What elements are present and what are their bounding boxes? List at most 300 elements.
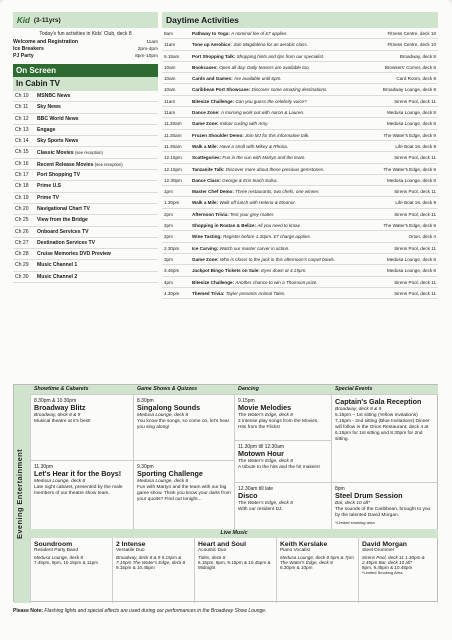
live-act-venue: Broadway, deck 8 & 9 5.15pm & 7.15pm The Water's Edge, deck 8 — [116, 555, 186, 565]
event-desc: Fun with Martyn and the team with our big game show. Think you know your darts from your quoits? Find out tonight... — [137, 484, 231, 502]
daytime-row — [162, 243, 438, 254]
activity-location: Fitness Centre, deck 10 — [387, 42, 436, 48]
channel-name-text: Prime TV — [37, 194, 60, 201]
activity-title: Caribbean Port Showcase: — [192, 87, 251, 93]
activity-title: Bookcases: — [192, 64, 218, 70]
activity-time: 10am — [164, 64, 176, 70]
channel-name-text: View from the Bridge — [37, 217, 88, 224]
activity-title: Bitesize Challenge: — [192, 279, 235, 285]
activity-event — [192, 231, 356, 241]
daytime-row — [162, 73, 438, 84]
activity-location: The Water's Edge, deck 9 — [383, 132, 436, 138]
footer-note-text: Flashing lights and special effects are used during our performances in the Broadway Show Lounge. — [44, 608, 267, 614]
daytime-row — [162, 28, 438, 39]
channel-row — [13, 125, 158, 136]
activity-time: 1pm — [164, 189, 173, 195]
event-venue: The Water's Edge, deck 8 — [238, 412, 293, 418]
kids-activity-name: Ice Breakers — [13, 46, 44, 52]
daytime-row — [162, 220, 438, 231]
daytime-row — [162, 51, 438, 62]
activity-location: Browsers' Corner, deck 8 — [384, 64, 436, 70]
activity-time: 11.30am — [164, 121, 182, 127]
channel-row — [13, 159, 158, 170]
kids-activity-time: 8pm-10pm — [135, 54, 158, 59]
event-title: Steel Drum Session — [335, 491, 403, 500]
activity-location: Sirens Pool, deck 11 — [394, 290, 436, 296]
live-act-times: 7.45pm, 9pm, 10.15pm & 11pm — [34, 560, 99, 565]
channel-name-text: Cruise Memories DVD Preview — [37, 251, 111, 258]
channel-list — [13, 91, 158, 283]
channel-row — [13, 114, 158, 125]
event-time: 8.30pm & 10.30pm — [34, 398, 77, 404]
evening-side-label: Evening Entertainment — [15, 448, 24, 540]
channel-name-text: Music Channel 1 — [37, 262, 78, 269]
channel-name-text: Destination Services TV — [37, 239, 96, 246]
channel-number: Ch 10 — [15, 93, 29, 99]
right-column — [162, 12, 438, 299]
event-desc: Musical theatre at it's best! — [34, 418, 91, 424]
footer-note-label: Please Note: — [13, 608, 44, 614]
kids-activity-name: Welcome and Registration — [13, 39, 79, 45]
activity-event — [192, 107, 356, 117]
channel-name-text: Recent Release Movies — [37, 161, 94, 168]
daytime-row — [162, 175, 438, 186]
activity-location: Sirens Pool, deck 11 — [394, 245, 436, 251]
activity-location: Life Boat 16, deck 9 — [395, 143, 436, 149]
activity-event — [192, 118, 356, 128]
channel-name — [37, 181, 61, 191]
activity-time: 11am — [164, 42, 176, 48]
footer-note — [13, 608, 266, 614]
activity-time: 2pm — [164, 211, 173, 217]
channel-name-text: Navigational Chart TV — [37, 205, 90, 212]
activity-time: 8am — [164, 31, 173, 36]
activity-event — [192, 197, 356, 207]
live-music-header: Live Music — [30, 529, 438, 538]
channel-number: Ch 12 — [15, 115, 29, 122]
activity-desc: Indoor curling with Amy. — [219, 121, 269, 127]
live-act-role: Resident Party Band — [34, 548, 78, 553]
daytime-row — [162, 265, 438, 276]
activity-event — [192, 51, 356, 61]
channel-number: Ch 13 — [15, 126, 29, 133]
activity-desc: Another chance to win a Thomson prize. — [235, 279, 318, 285]
activity-title: Cards and Games: — [192, 76, 233, 82]
activity-desc: All you need to know. — [257, 223, 301, 229]
channel-note: (see reception) — [94, 161, 123, 167]
kids-activity-row — [13, 46, 158, 53]
channel-name-text: Engage — [37, 126, 56, 133]
channel-row — [13, 249, 158, 260]
event-desc: 5.15pm – 1st sitting (Yellow Invitations) 7.15pm - 2nd sitting (Blue Invitations) Dinner will follow in the Orion Restaurant, deck 4 at 6.15pm for 1st sitting and 8.30pm for 2nd sitting. — [335, 412, 430, 442]
activity-desc: Walk off lunch with Helena & Eleanor. — [219, 200, 297, 206]
channel-number: Ch 18 — [15, 183, 29, 190]
event-title: Motown Hour — [238, 449, 284, 458]
live-act-name: Keith Kerslake — [280, 541, 328, 548]
event-desc: The sounds of the Caribbean, brought to you by the talented David Morgan. — [335, 506, 431, 518]
daytime-row — [162, 254, 438, 265]
activity-desc: Are available until 6pm. — [233, 76, 282, 82]
daytime-row — [162, 197, 438, 208]
event-venue: Medusa Lounge, deck 8 — [34, 478, 86, 484]
event-lets-hear-it — [30, 460, 133, 529]
activity-desc: Watch our master carver in action. — [219, 245, 290, 251]
event-title: Broadway Blitz — [34, 403, 86, 412]
activity-event — [192, 254, 356, 264]
channel-name — [37, 193, 59, 203]
activity-event — [192, 209, 356, 219]
kids-activity-list — [13, 39, 158, 60]
activity-title: Game Zone: — [192, 121, 219, 127]
daytime-row — [162, 39, 438, 50]
channel-name-text: Onboard Services TV — [37, 228, 89, 235]
channel-row — [13, 147, 158, 158]
event-captains-gala — [331, 394, 438, 482]
activity-location: Life Boat 16, deck 9 — [395, 200, 436, 206]
event-venue: Broadway, deck 8 & 9 — [34, 412, 81, 418]
live-act-times: 8.30pm & 10pm — [280, 565, 313, 570]
live-act-name: Soundroom — [34, 541, 73, 548]
activity-title: Dance Zone: — [192, 110, 220, 116]
activity-location: Medusa Lounge, deck 8 — [386, 121, 436, 127]
category-dancing: Dancing — [234, 385, 331, 394]
channel-name — [37, 249, 111, 259]
activity-event — [192, 96, 356, 106]
channel-name — [37, 260, 77, 270]
activity-location: Broadway, deck 8 — [399, 53, 436, 59]
live-act-times: 9.15pm & 10.45pm — [116, 565, 155, 570]
activity-time: 1.30pm — [164, 200, 180, 206]
daytime-row — [162, 164, 438, 175]
event-desc: You know the songs, so come on, let's hear you sing along! — [137, 418, 230, 430]
event-title: Singalong Sounds — [137, 403, 201, 412]
live-act-name: 2 Intense — [116, 541, 146, 548]
activity-title: Jackpot Bingo Tickets on Sale: — [192, 268, 260, 274]
channel-number: Ch 27 — [15, 239, 29, 246]
live-act — [30, 538, 112, 603]
live-act — [112, 538, 194, 603]
channel-row — [13, 181, 158, 192]
daytime-activity-list — [162, 28, 438, 299]
channel-row — [13, 260, 158, 271]
channel-row — [13, 91, 158, 102]
channel-name — [37, 170, 80, 180]
live-act-venue: Medusa Lounge, deck 8 5pm & 7pm The Water's Edge, deck 8 — [280, 555, 354, 565]
channel-number: Ch 25 — [15, 217, 29, 224]
activity-desc: Register before 1.30pm. £7 charge applies. — [223, 234, 312, 240]
category-games: Game Shows & Quizzes — [133, 385, 234, 394]
activity-time: 12.15pm — [164, 155, 182, 161]
channel-name — [37, 272, 77, 282]
daytime-row — [162, 118, 438, 129]
activity-time: 3.45pm — [164, 268, 180, 274]
event-title: Let's Hear it for the Boys! — [34, 469, 122, 478]
activity-title: Master Chef Demo: — [192, 189, 234, 195]
channel-name — [37, 125, 55, 135]
left-column — [13, 12, 158, 283]
event-title: Movie Melodies — [238, 403, 292, 412]
channel-number: Ch 17 — [15, 172, 29, 179]
activity-time: 11am — [164, 110, 176, 116]
channel-number: Ch 19 — [15, 194, 29, 201]
channel-number: Ch 15 — [15, 149, 29, 156]
live-act-role: Acoustic Duo — [198, 548, 227, 553]
activity-title: Themed Trivia: — [192, 290, 225, 296]
activity-desc: Join MJ for this informative talk. — [245, 132, 310, 138]
activity-title: Dance Class: — [192, 177, 221, 183]
event-steel-drum — [331, 482, 438, 529]
event-desc: With our resident DJ. — [238, 506, 283, 512]
event-time: 12.30am till late — [238, 486, 274, 492]
activity-time: 4pm — [164, 279, 173, 285]
daytime-row — [162, 186, 438, 197]
activity-time: 11am — [164, 98, 176, 104]
activity-title: Bitesize Challenge: — [192, 98, 235, 104]
activity-location: Fitness Centre, deck 10 — [387, 31, 436, 36]
event-venue: Broadway, deck 8 & 9 — [335, 406, 382, 412]
event-venue: Bar, deck 10 aft* — [335, 500, 371, 506]
daytime-row — [162, 152, 438, 163]
activity-title: Pathway to Yoga: — [192, 31, 230, 36]
activity-title: Wine Tasting: — [192, 234, 222, 240]
evening-side-bar — [14, 385, 30, 603]
channel-name-text: Classic Movies — [37, 150, 74, 157]
category-showtime: Showtime & Cabarets — [30, 385, 133, 394]
activity-desc: A morning work out with Aaron & Lauren. — [220, 110, 305, 116]
live-act-venue: Tides, deck 8 — [198, 555, 226, 560]
channel-row — [13, 204, 158, 215]
activity-desc: George & Erin teach Salsa. — [222, 177, 278, 183]
activity-time: 4.30pm — [164, 290, 180, 296]
activity-location: Medusa Lounge, deck 8 — [386, 256, 436, 262]
live-act-role: Piano Vocalist — [280, 548, 311, 553]
channel-number: Ch 29 — [15, 262, 29, 269]
activity-location: Medusa Lounge, deck 8 — [386, 177, 436, 183]
activity-location: Sirens Pool, deck 11 — [394, 211, 436, 217]
activity-desc: Test your grey matter. — [230, 211, 275, 217]
event-sporting-challenge — [133, 460, 234, 529]
activity-time: 2pm — [164, 223, 173, 229]
daytime-row — [162, 96, 438, 107]
channel-name — [37, 215, 88, 225]
channel-name — [37, 159, 123, 169]
channel-name — [37, 227, 89, 237]
activity-desc: Eyes down at 4.15pm. — [261, 268, 307, 274]
channel-name-text: Port Shopping TV — [37, 172, 81, 179]
activity-time: 10am — [164, 87, 176, 93]
channel-name — [37, 114, 79, 124]
channel-row — [13, 227, 158, 238]
channel-name-text: Sky Sports News — [37, 138, 79, 145]
activity-event — [192, 39, 356, 49]
on-screen-header: On Screen — [13, 64, 158, 77]
activity-time: 2.30pm — [164, 245, 180, 251]
channel-number: Ch 30 — [15, 273, 29, 280]
daytime-row — [162, 141, 438, 152]
channel-name — [37, 102, 61, 112]
activity-time: 11.30am — [164, 143, 182, 149]
kids-activity-time: 2pm-4pm — [137, 47, 158, 52]
live-act-venue: Medusa Lounge, deck 8 — [34, 555, 84, 560]
activity-desc: Fun in the sun with Martyn and the team. — [222, 155, 306, 161]
activity-location: Card Room, deck 8 — [396, 76, 436, 82]
channel-name — [37, 136, 78, 146]
live-act-times: 8pm, 9.45pm & 10.45pm — [362, 565, 413, 570]
kids-age-range: (3-11yrs) — [33, 16, 61, 24]
activity-title: Walk a Mile: — [192, 200, 219, 206]
channel-row — [13, 272, 158, 283]
channel-row — [13, 102, 158, 113]
channel-name — [37, 204, 90, 214]
activity-time: 10am — [164, 76, 176, 82]
channel-row — [13, 170, 158, 181]
activity-time: 9.15am — [164, 53, 180, 59]
event-venue: The Water's Edge, deck 8 — [238, 500, 293, 506]
activity-time: 11.30am — [164, 132, 182, 138]
event-time: 11.30pm till 12.30am — [238, 444, 285, 450]
activity-event — [192, 141, 356, 151]
channel-name-text: MSNBC News — [37, 93, 71, 99]
activity-location: The Water's Edge, deck 9 — [383, 166, 436, 172]
activity-title: Tanzanite Talk: — [192, 166, 225, 172]
kids-subtitle: Today's fun activities in Kids' Club, deck 8 — [39, 31, 132, 37]
daytime-row — [162, 130, 438, 141]
activity-desc: Three restaurants, two chefs, one winner. — [235, 189, 320, 195]
event-singalong-sounds — [133, 394, 234, 460]
event-time: 9.30pm — [137, 464, 154, 470]
event-title: Captain's Gala Reception — [335, 397, 422, 406]
activity-time: 12.15pm — [164, 166, 182, 172]
channel-number: Ch 16 — [15, 160, 29, 167]
activity-title: Frozen Shoulder Demo: — [192, 132, 244, 138]
activity-desc: Join Magdalena for an aerobic class. — [233, 42, 308, 48]
channel-number: Ch 20 — [15, 205, 29, 212]
live-act — [276, 538, 358, 603]
live-act-name: David Morgan — [362, 541, 407, 548]
activity-event — [192, 28, 356, 38]
live-act — [194, 538, 276, 603]
channel-number: Ch 14 — [15, 138, 29, 145]
activity-title: Port Shopping Talk: — [192, 53, 236, 59]
channel-name-text: Music Channel 2 — [37, 273, 78, 280]
event-venue: Medusa Lounge, deck 8 — [137, 478, 189, 484]
event-time: 8.30pm — [137, 398, 154, 404]
activity-event — [192, 288, 356, 298]
activity-event — [192, 277, 356, 287]
event-movie-melodies — [234, 394, 331, 440]
activity-title: Tone up Aerobics: — [192, 42, 232, 48]
activity-desc: Tayler presents Animal Tales. — [225, 290, 286, 296]
event-title: Disco — [238, 491, 258, 500]
activity-desc: Shopping hints and tips from our specialist. — [236, 53, 325, 59]
kids-activity-name: PJ Party — [13, 53, 34, 59]
channel-name-text: Prime U.S — [37, 183, 62, 190]
live-act-name: Heart and Soul — [198, 541, 246, 548]
category-special: Special Events — [331, 385, 438, 394]
live-act-role: Steel Drummer — [362, 548, 395, 553]
activity-title: Walk a Mile: — [192, 143, 219, 149]
activity-title: Ice Carving: — [192, 245, 219, 251]
activity-title: Shopping in Roatan & Belize: — [192, 223, 257, 229]
activity-desc: Have a stroll with Mikey & Rhona. — [219, 143, 289, 149]
live-act — [358, 538, 438, 603]
event-venue: The Water's Edge, deck 8 — [238, 458, 293, 464]
live-act-venue: Sirens Pool, deck 11 1.30pm & 2.45pm Bar, deck 10 aft* — [362, 555, 425, 565]
activity-event — [192, 152, 356, 162]
activity-location: Sirens Pool, deck 11 — [394, 279, 436, 285]
evening-entertainment-panel — [13, 384, 438, 602]
activity-event — [192, 186, 356, 196]
activity-event — [192, 84, 356, 94]
channel-name-text: BBC World News — [37, 115, 79, 122]
channel-number: Ch 11 — [15, 104, 29, 111]
channel-row — [13, 193, 158, 204]
live-act-note: *Limited Smoking Area — [362, 570, 403, 575]
activity-desc: Open all day. Daily teasers are available too. — [219, 64, 310, 70]
activity-title: Game Zone: — [192, 256, 219, 262]
activity-desc: A nominal fee of £7 applies. — [231, 31, 288, 36]
channel-name — [37, 91, 70, 101]
channel-name-text: Sky News — [37, 104, 61, 111]
channel-row — [13, 215, 158, 226]
channel-name — [37, 238, 95, 248]
activity-time: 12.30pm — [164, 177, 182, 183]
event-desc: A tribute to the hits and the hit makers! — [238, 464, 320, 470]
daytime-row — [162, 84, 438, 95]
activity-event — [192, 175, 356, 185]
activity-event — [192, 73, 356, 83]
daytime-row — [162, 277, 438, 288]
channel-number: Ch 26 — [15, 228, 29, 235]
live-act-role: Versatile Duo — [116, 548, 145, 553]
activity-event — [192, 220, 356, 230]
event-desc: 2 intense play songs from the Movies, Hits from the Flicks! — [238, 418, 319, 430]
event-broadway-blitz — [30, 394, 133, 460]
daytime-header: Daytime Activities — [162, 12, 438, 28]
activity-event — [192, 164, 356, 174]
kids-activity-time: 11am — [146, 40, 158, 45]
event-time: 8pm — [335, 486, 345, 492]
event-disco — [234, 482, 331, 529]
activity-desc: Who is closer to the jack in this afternoon's carpet bowls. — [219, 256, 336, 262]
activity-location: Medusa Lounge, deck 8 — [386, 268, 436, 274]
activity-time: 3pm — [164, 256, 173, 262]
event-motown-hour — [234, 440, 331, 482]
activity-event — [192, 62, 356, 72]
event-time: 11.30pm — [34, 464, 54, 470]
channel-row — [13, 238, 158, 249]
event-note: *Limited smoking area — [335, 519, 375, 525]
activity-location: Orion, deck 4 — [408, 234, 436, 240]
event-time: 9.15pm — [238, 398, 255, 404]
kids-club-header — [13, 12, 158, 28]
channel-note: (see reception) — [74, 150, 103, 156]
in-cabin-tv-header: In Cabin TV — [13, 77, 158, 91]
daytime-row — [162, 231, 438, 242]
activity-title: Scattegories: — [192, 155, 222, 161]
channel-number: Ch 28 — [15, 251, 29, 258]
kids-club-logo: Kid — [17, 15, 30, 25]
activity-location: Sirens Pool, deck 11 — [394, 98, 436, 104]
activity-location: The Water's Edge, deck 9 — [383, 223, 436, 229]
activity-location: Broadway Lounge, deck 8 — [382, 87, 436, 93]
daytime-row — [162, 209, 438, 220]
event-venue: Medusa Lounge, deck 8 — [137, 412, 189, 418]
activity-desc: Discover more about these precious gemstones. — [225, 166, 325, 172]
daytime-row — [162, 288, 438, 299]
daytime-row — [162, 62, 438, 73]
daytime-row — [162, 107, 438, 118]
